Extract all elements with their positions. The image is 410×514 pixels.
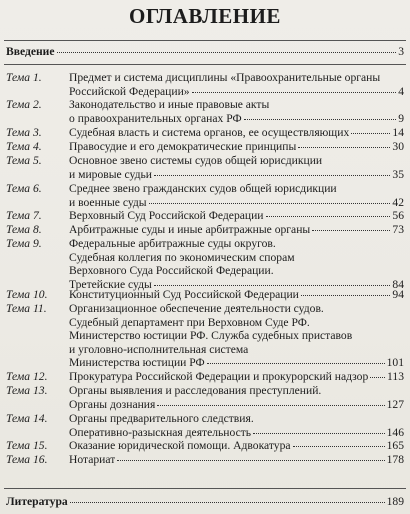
page-title: ОГЛАВЛЕНИЕ [129,4,281,28]
toc-entry-line-text: Нотариат [69,453,116,466]
toc-entry-line [69,288,404,302]
toc-entry-line [69,168,404,182]
toc-entry-line-text: Органы дознания [69,397,156,411]
toc-entry[interactable] [0,71,410,98]
toc-entry-line-text: и военные суды [69,195,147,209]
toc-entry[interactable] [0,154,410,181]
dot-leader [157,405,384,406]
toc-entry-page: 56 [392,209,404,222]
toc-entry-line-text: Прокуратура Российской Федерации и прокурорский надзор [69,370,369,383]
toc-entry-line: Федеральные арбитражные суды округов. [69,237,276,250]
dot-leader [154,175,390,176]
toc-entry-label: Тема 10. [6,288,48,301]
toc-entry-text [69,302,404,370]
dot-leader [154,285,391,286]
toc-entry-line [69,453,404,467]
dot-leader [149,203,391,204]
toc-entry-text [69,288,404,302]
toc-entry-line: Организационное обеспечение деятельности судов. [69,302,324,315]
toc-entry-page: 101 [386,356,404,370]
toc-entry-label: Тема 2. [6,98,42,111]
toc-entry-text [69,439,404,453]
toc-entry-text [69,370,404,384]
dot-leader [351,133,390,134]
toc-entry-text [69,71,404,98]
toc-entry-line-text: Верховный Суд Российской Федерации [69,209,264,222]
toc-entry-page: 3 [398,45,404,58]
toc-entry-line: Министерство юстиции РФ. Служба судебных приставов [69,329,353,343]
toc-entry-label: Тема 14. [6,412,48,425]
toc-entry-page: 189 [386,495,404,508]
toc-entry-label: Тема 12. [6,370,48,383]
toc-entry-line [69,426,404,440]
toc-entry-line-text: Арбитражные суды и иные арбитражные органы [69,223,311,236]
toc-entry-label: Тема 9. [6,237,42,250]
toc-entry-line-text: Третейские суды [69,277,152,291]
toc-entry-page: 4 [398,84,404,98]
toc-entry[interactable] [0,98,410,125]
toc-entry-page: 84 [392,277,404,291]
toc-entry-line [69,196,404,210]
toc-entry[interactable] [0,140,410,154]
toc-entry-text [69,384,404,411]
toc-entry-label: Тема 1. [6,71,42,84]
toc-entry-line [69,85,404,99]
toc-entry-line: Основное звено системы судов общей юрисдикции [69,154,323,167]
toc-entry-line-text: Конституционный Суд Российской Федерации [69,288,299,301]
dot-leader [192,92,397,93]
toc-entry-label: Тема 8. [6,223,42,236]
toc-entry-line-text: Оказание юридической помощи. Адвокатура [69,439,291,452]
toc-entry-page: 94 [392,288,404,301]
toc-entry-line-text: Оперативно-разыскная деятельность [69,425,252,439]
toc-entry-line-text: Судебная власть и система органов, ее осуществляющих [69,126,350,139]
toc-entry[interactable] [0,412,410,439]
toc-entry[interactable] [0,384,410,411]
toc-entry[interactable] [0,302,410,370]
toc-entry[interactable] [0,439,410,453]
toc-entry[interactable] [0,288,410,302]
toc-entry-line: Органы предварительного следствия. [69,412,254,425]
toc-entry-text [69,237,404,291]
toc-entry-label: Тема 7. [6,209,42,222]
toc-entry-line [69,370,404,384]
toc-entry-line-text: о правоохранительных органах РФ [69,111,242,125]
toc-entry-line: и уголовно-исполнительная система [69,342,249,356]
toc-entry-line-text: Правосудие и его демократические принципы [69,140,297,153]
toc-entry-line-text: Министерства юстиции РФ [69,356,205,370]
toc-entry-line [69,439,404,453]
toc-entry-title: Литература [6,495,68,508]
toc-entry-text [69,140,404,154]
toc-entry-page: 127 [386,397,404,411]
toc-entry-page: 165 [386,439,404,452]
toc-entry-title: Введение [6,45,55,58]
toc-entry-text [69,98,404,125]
toc-entry-label: Тема 13. [6,384,48,397]
toc-entry-text [69,453,404,467]
toc-entry-line [69,140,404,154]
toc-entry-line: Предмет и система дисциплины «Правоохранительные органы [69,71,381,84]
toc-entry-page: 14 [392,126,404,139]
toc-entry-line [69,126,404,140]
toc-entry-label: Тема 3. [6,126,42,139]
toc-entry[interactable] [0,182,410,209]
toc-entry[interactable] [0,237,410,291]
toc-entry-line [69,398,404,412]
toc-entry-line: Среднее звено гражданских судов общей юрисдикции [69,182,337,195]
dot-leader [253,433,385,434]
toc-entry-introduction[interactable] [6,45,404,59]
toc-entry-line [69,112,404,126]
toc-entry-line: Органы выявления и расследования преступлений. [69,384,322,397]
toc-entry-label: Тема 4. [6,140,42,153]
toc-entry-label: Тема 5. [6,154,42,167]
toc-entry-page: 113 [387,370,404,383]
toc-entry[interactable] [0,126,410,140]
dot-leader [70,502,385,503]
dot-leader [298,147,390,148]
toc-entry-literature[interactable] [6,495,404,509]
toc-entry-line [69,223,404,237]
toc-entry-text [69,209,404,223]
toc-entry-page: 178 [386,453,404,466]
toc-entry[interactable] [0,223,410,237]
dot-leader [244,119,397,120]
toc-entry-text [69,126,404,140]
toc-entry-page: 42 [392,195,404,209]
dot-leader [117,460,384,461]
dot-leader [207,363,385,364]
toc-entry-page: 146 [386,425,404,439]
toc-entry[interactable] [0,453,410,467]
toc-entry-page: 35 [392,167,404,181]
toc-entry-text [69,412,404,439]
toc-entry-page: 30 [392,140,404,153]
toc-entry-label: Тема 16. [6,453,48,466]
toc-entry[interactable] [0,209,410,223]
toc-entry-label: Тема 6. [6,182,42,195]
toc-entry-line [69,356,404,370]
toc-entry-line-text: Российской Федерации» [69,84,190,98]
toc-entry-text [69,223,404,237]
dot-leader [57,52,397,53]
toc-entry-page: 9 [398,111,404,125]
toc-entry-page: 73 [392,223,404,236]
toc-entry-line [69,209,404,223]
dot-leader [370,377,385,378]
dot-leader [266,216,391,217]
dot-leader [301,295,391,296]
toc-entry-text [69,182,404,209]
toc-entry-line: Судебный департамент при Верховном Суде РФ. [69,315,310,329]
toc-entry-label: Тема 11. [6,302,47,315]
bottom-divider [4,488,406,489]
dot-leader [312,230,390,231]
toc-entry-line: Судебная коллегия по экономическим спорам [69,250,295,264]
dot-leader [293,446,385,447]
toc-entry-label: Тема 15. [6,439,48,452]
toc-entry[interactable] [0,370,410,384]
toc-entry-line-text: и мировые судьи [69,167,152,181]
top-divider [4,40,406,41]
intro-divider [4,64,406,65]
toc-entry-line: Верховного Суда Российской Федерации. [69,264,274,278]
toc-entry-text [69,154,404,181]
toc-entry-line: Законодательство и иные правовые акты [69,98,270,111]
